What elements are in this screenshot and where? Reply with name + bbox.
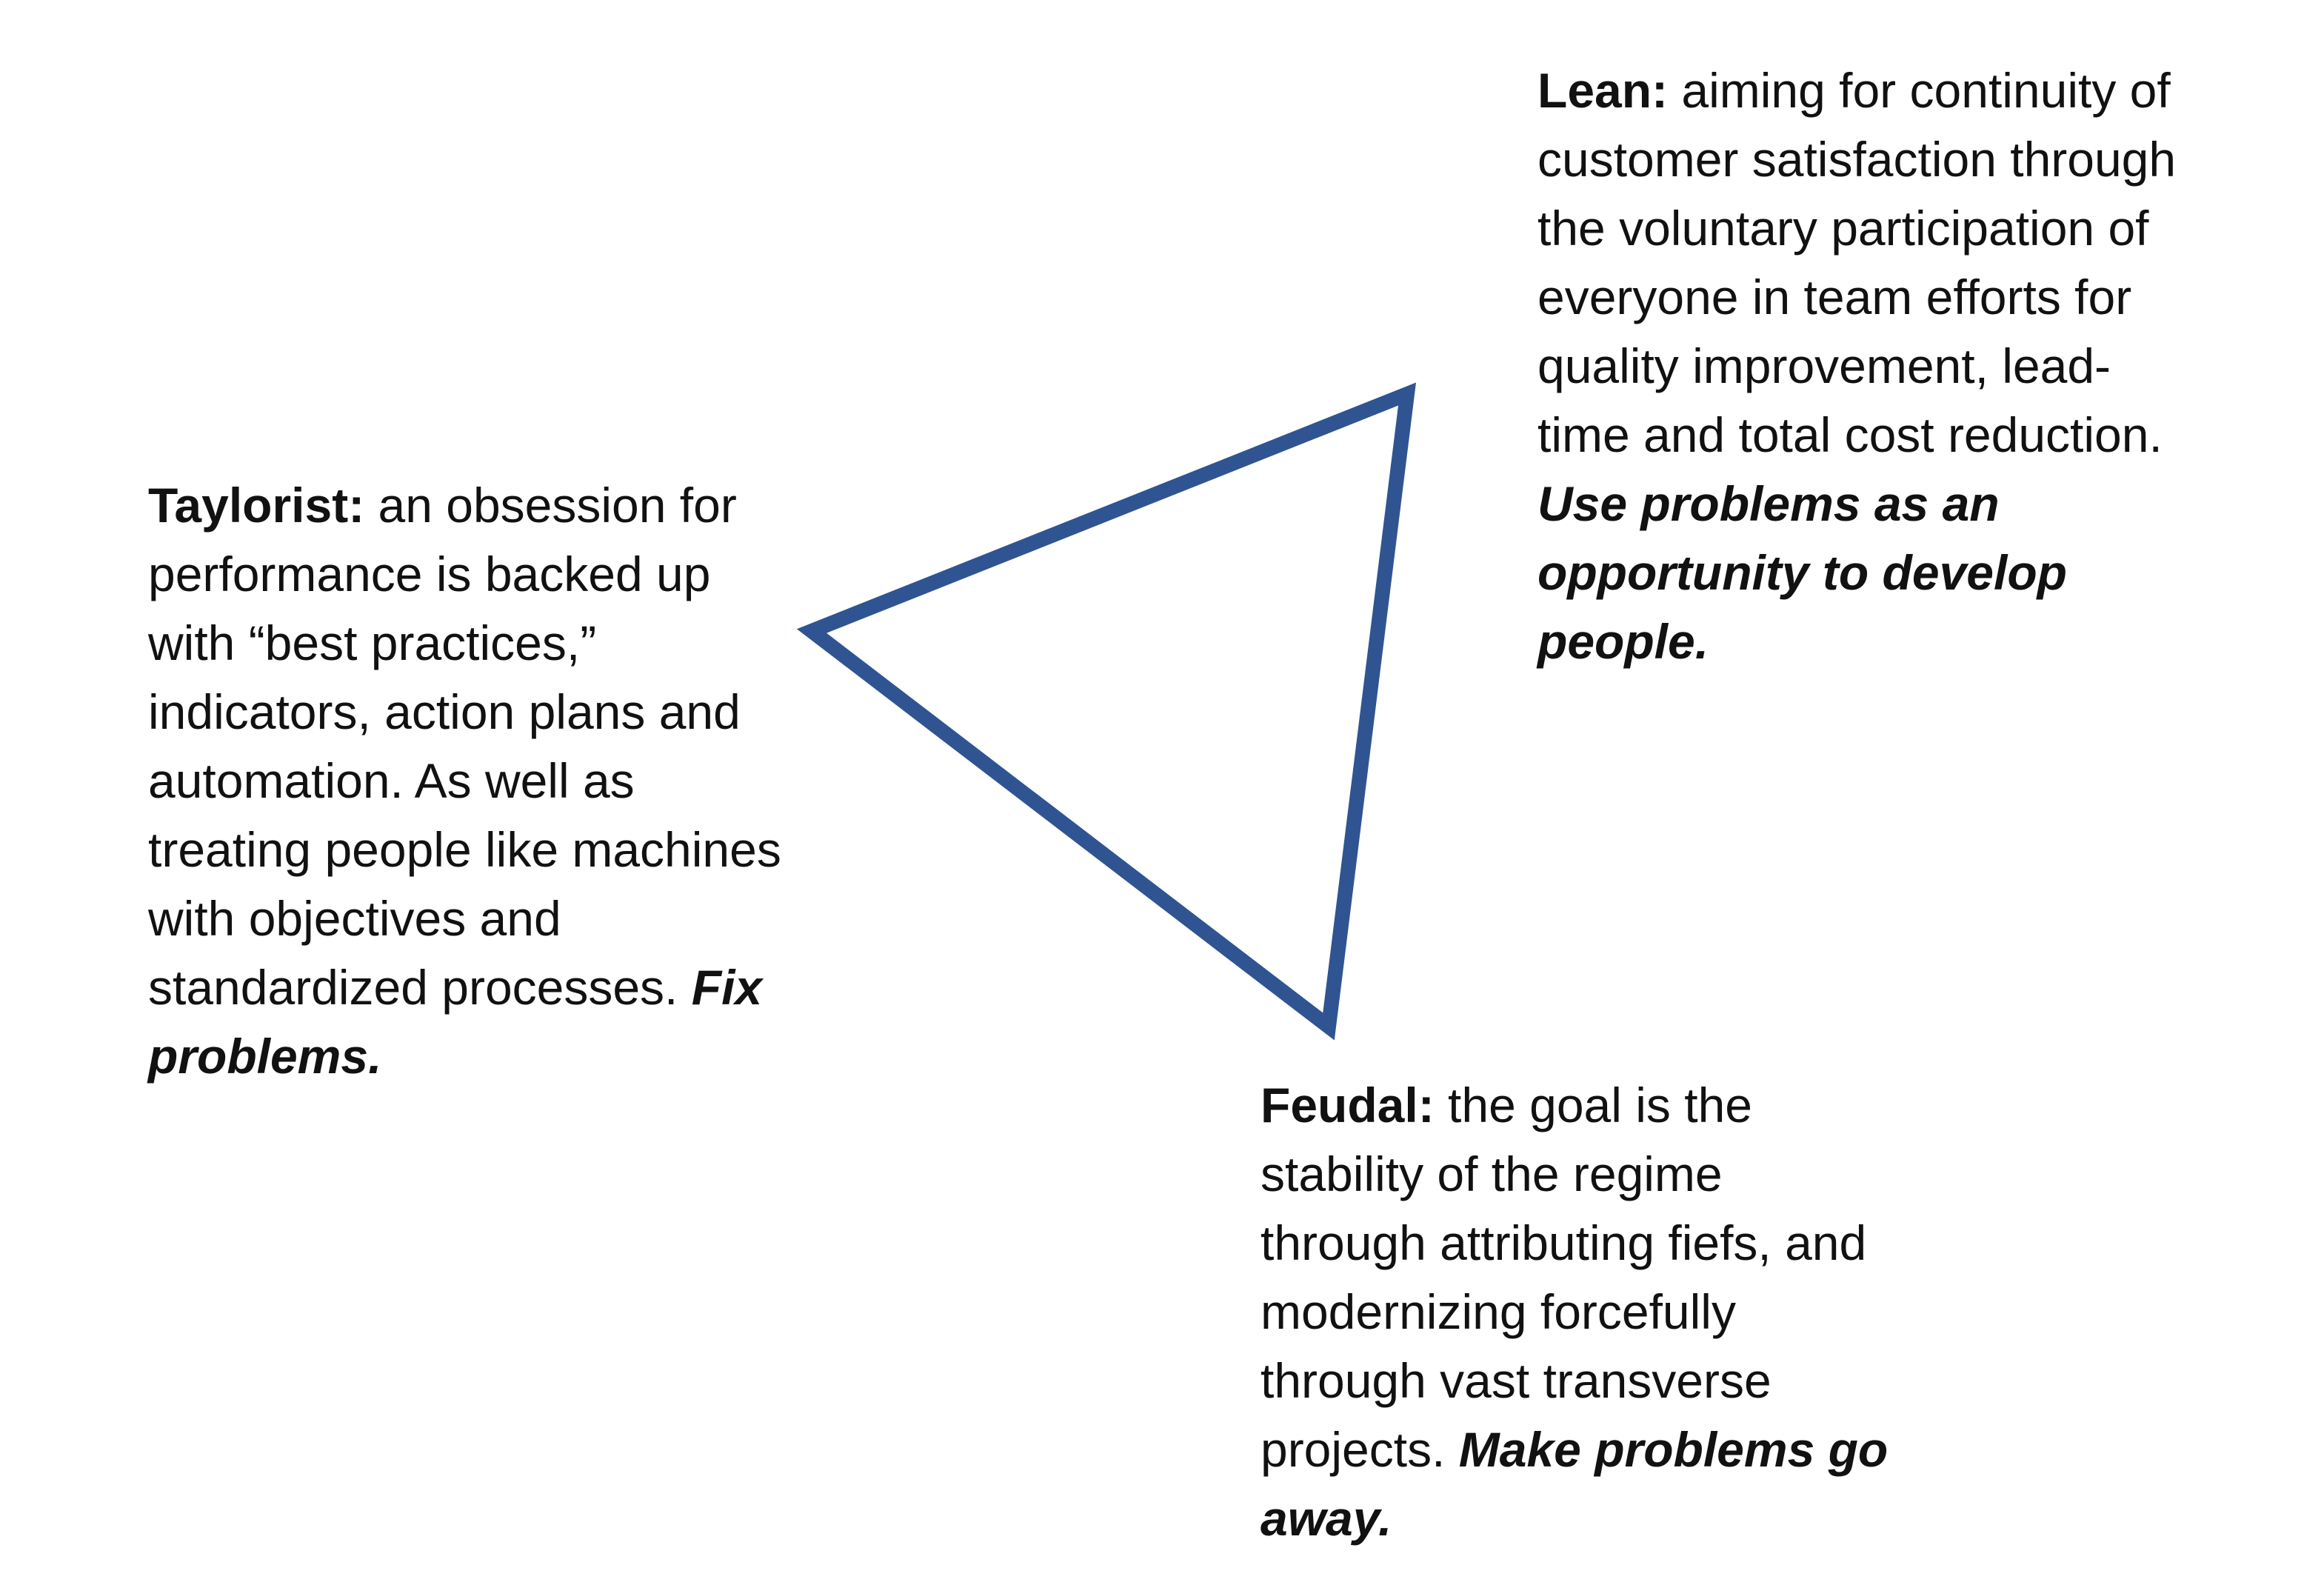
feudal-text-line: through attributing fiefs, and bbox=[1260, 1215, 1867, 1270]
feudal-label: Feudal: bbox=[1260, 1078, 1435, 1132]
taylorist-text-line: with “best practices,” bbox=[148, 615, 597, 670]
taylorist-description bbox=[148, 471, 781, 1091]
lean-text-line: customer satisfaction through bbox=[1537, 132, 2177, 187]
lean-emphasis-line: people. bbox=[1537, 614, 1709, 669]
taylorist-text-line: performance is backed up bbox=[148, 547, 711, 601]
lean-emphasis-line: Use problems as an bbox=[1537, 476, 2000, 531]
triangle-shape bbox=[812, 394, 1407, 1027]
lean-label: Lean: bbox=[1537, 63, 1669, 118]
lean-text-line: everyone in team efforts for bbox=[1537, 270, 2132, 324]
feudal-emphasis-line: Make problems go bbox=[1458, 1422, 1889, 1477]
taylorist-text-line: treating people like machines bbox=[148, 822, 781, 877]
taylorist-emphasis-line: problems. bbox=[148, 1029, 382, 1084]
feudal-text-line: stability of the regime bbox=[1260, 1147, 1723, 1201]
lean-text-line: time and total cost reduction. bbox=[1537, 407, 2163, 462]
lean-emphasis-line: opportunity to develop bbox=[1537, 545, 2067, 600]
taylorist-text-line: automation. As well as bbox=[148, 753, 635, 808]
taylorist-text-line: standardized processes. bbox=[148, 960, 678, 1015]
lean-text-line: the voluntary participation of bbox=[1537, 201, 2149, 256]
feudal-text-line: the goal is the bbox=[1448, 1078, 1752, 1132]
taylorist-text-line: an obsession for bbox=[378, 478, 737, 533]
lean-text-line: quality improvement, lead- bbox=[1537, 338, 2111, 393]
lean-description bbox=[1537, 56, 2176, 676]
feudal-text-line: through vast transverse bbox=[1260, 1353, 1772, 1408]
feudal-text-line: projects. bbox=[1260, 1422, 1446, 1477]
feudal-text-line: modernizing forcefully bbox=[1260, 1284, 1736, 1339]
feudal-description bbox=[1260, 1071, 1888, 1553]
taylorist-text-line: with objectives and bbox=[148, 891, 561, 946]
lean-text-line: aiming for continuity of bbox=[1681, 63, 2171, 118]
feudal-emphasis-line: away. bbox=[1260, 1491, 1392, 1546]
taylorist-text-line: indicators, action plans and bbox=[148, 684, 741, 739]
taylorist-emphasis-line: Fix bbox=[691, 960, 763, 1015]
taylorist-label: Taylorist: bbox=[148, 478, 365, 533]
